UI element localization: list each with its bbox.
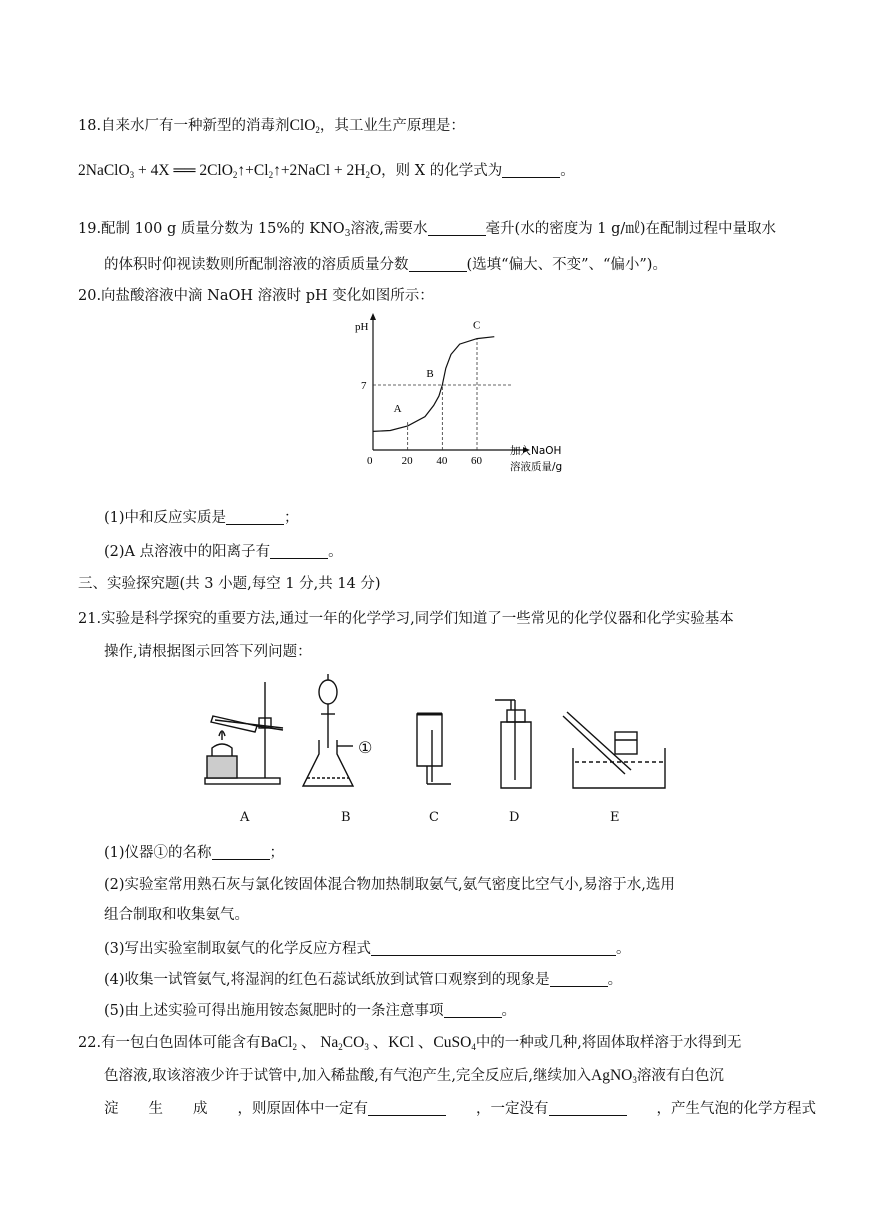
q22-line3-b: 生 [148,1101,163,1117]
x-axis-label-line1: 加入NaOH [510,445,562,457]
q22-line3-c: 成 [193,1101,208,1117]
point-label-b: B [426,368,434,380]
apparatus-d-bottle [495,700,531,788]
q20-sub1-end: ； [284,510,299,526]
q20-sub2-blank[interactable] [270,543,328,559]
q18-end: 。 [560,163,575,179]
q22-line1-post: 中的一种或几种,将固体取样溶于水得到无 [475,1035,742,1051]
q20-sub1-blank[interactable] [226,509,284,525]
origin-label: 0 [367,455,373,467]
apparatus-a-heating-setup [205,682,283,784]
x-tick-40: 40 [436,455,448,467]
q21-line2: 操作,请根据图示回答下列问题： [104,644,312,660]
q20-sub2-text: (2)A 点溶液中的阳离子有 [104,544,271,560]
ph-chart [345,310,563,490]
point-label-a: A [393,403,402,416]
x-axis-label-line2: 溶液质量/g [510,461,563,473]
q22-line3-d: ，则原固体中一定有 [237,1101,368,1117]
x-tick-20: 20 [401,455,413,467]
q21-sub5-blank[interactable] [444,1002,502,1018]
agno3-formula: AgNO$_3$ [591,1067,637,1085]
q21-sub1-blank[interactable] [212,844,270,860]
q22-line3-f: ，产生气泡的化学方程式 [656,1101,816,1117]
q21-sub4 [104,969,622,991]
y-tick-7: 7 [361,380,367,392]
x-tick-60: 60 [471,455,482,467]
q22-line2-post: 溶液有白色沉 [636,1068,724,1084]
label-c: C [429,810,439,825]
q22-compounds: BaCl$_2$ 、 $Na_2CO_3$ 、KCl 、CuSO$_4$ [260,1034,476,1052]
q19-text-mid: 溶液,需要水 [350,221,428,237]
q21-sub5-end: 。 [501,1003,517,1019]
apparatus-b-flask-funnel [303,674,353,786]
q21-sub4-text: (4)收集一试管氨气,将湿润的红色石蕊试纸放到试管口观察到的现象是 [104,972,550,988]
y-axis-label: pH [355,321,369,333]
q22-line3 [104,1098,816,1120]
q22-line3-a: 淀 [104,1101,119,1117]
label-a: A [240,810,250,825]
q21-sub3-text: (3)写出实验室制取氨气的化学反应方程式 [104,941,372,957]
q19-text-post: 毫升(水的密度为 1 g/㎖)在配制过程中量取水 [485,221,776,237]
q18-equation-line [78,160,575,186]
q20-sub2 [104,541,343,563]
apparatus-c-collection [417,714,451,784]
q21-sub2-line1: (2)实验室常用熟石灰与氯化铵固体混合物加热制取氨气,氨气密度比空气小,易溶于水,选用 [104,877,675,893]
q21-sub3-blank[interactable] [371,940,616,956]
q21-sub5 [104,1000,516,1022]
q18-line1 [78,115,465,141]
q21-line1: 21.实验是科学探究的重要方法,通过一年的化学学习,同学们知道了一些常见的化学仪器和化学实验基本 [78,611,734,627]
q20-sub1-text: (1)中和反应实质是 [104,510,227,526]
label-b: B [341,810,351,825]
q21-sub1-text: (1)仪器①的名称 [104,845,212,861]
q22-must-have-blank[interactable] [368,1100,446,1116]
q21-sub4-end: 。 [607,972,623,988]
q22-line1-pre: 22.有一包白色固体可能含有 [78,1035,261,1051]
apparatus-e-trough [563,712,665,788]
q21-sub5-text: (5)由上述实验可得出施用铵态氮肥时的一条注意事项 [104,1003,444,1019]
q21-sub2-line2: 组合制取和收集氨气。 [104,907,249,923]
q19-line1: 19.配制 100 g 质量分数为 15%的 $KNO_3$溶液,需要水 毫升(水的密度为 1 g/㎖)在配制过程中量取水 [78,221,776,239]
q18-equation: 2NaClO$_3$ + 4X ══ $2ClO_2↑+Cl_2↑+2NaCl + 2H_2O$ [78,162,382,180]
marker-one: ① [358,738,373,757]
apparatus-figure [195,670,675,800]
q22-line3-mustnot [476,1098,627,1120]
q19-line2 [104,254,667,276]
q19-line2-pre: 的体积时仰视读数则所配制溶液的溶质质量分数 [104,257,409,273]
q21-sub3-end: 。 [616,941,631,957]
q22-line2-text: 色溶液,取该溶液少许于试管中,加入稀盐酸,有气泡产生,完全反应后,继续加入 [104,1068,592,1084]
q20-sub1 [104,507,299,529]
q18-text-post: ，其工业生产原理是： [319,118,465,134]
q21-sub1-end: ； [269,845,285,861]
y-axis-arrow [370,313,376,320]
q21-sub1 [104,842,284,864]
q21-sub4-blank[interactable] [550,971,608,987]
q18-text-pre: 18.自来水厂有一种新型的消毒剂 [78,118,290,134]
q19-fraction-blank[interactable] [409,256,467,272]
q18-answer-blank[interactable] [502,162,560,178]
q18-question: ，则 X 的化学式为 [381,163,503,179]
q22-line2 [104,1065,724,1091]
q22-line3-must [238,1098,447,1120]
clo2-formula: ClO$_2$ [289,117,320,135]
q21-sub3 [104,938,631,960]
q22-must-not-blank[interactable] [549,1100,627,1116]
ph-curve [373,337,494,432]
q19-water-blank[interactable] [428,220,486,236]
point-label-c: C [473,319,481,332]
label-e: E [610,810,620,825]
q19-line2-post: (选填“偏大、不变”、“偏小”)。 [466,257,667,273]
label-d: D [509,810,520,825]
q22-line1 [78,1032,741,1058]
q20-text: 20.向盐酸溶液中滴 NaOH 溶液时 pH 变化如图所示： [78,288,434,304]
q20-sub2-end: 。 [328,544,343,560]
q19-text-pre: 19.配制 100 g 质量分数为 15%的 KNO [78,221,345,237]
q22-line3-e: ，一定没有 [476,1101,549,1117]
section3-title: 三、实验探究题(共 3 小题,每空 1 分,共 14 分) [78,576,381,592]
